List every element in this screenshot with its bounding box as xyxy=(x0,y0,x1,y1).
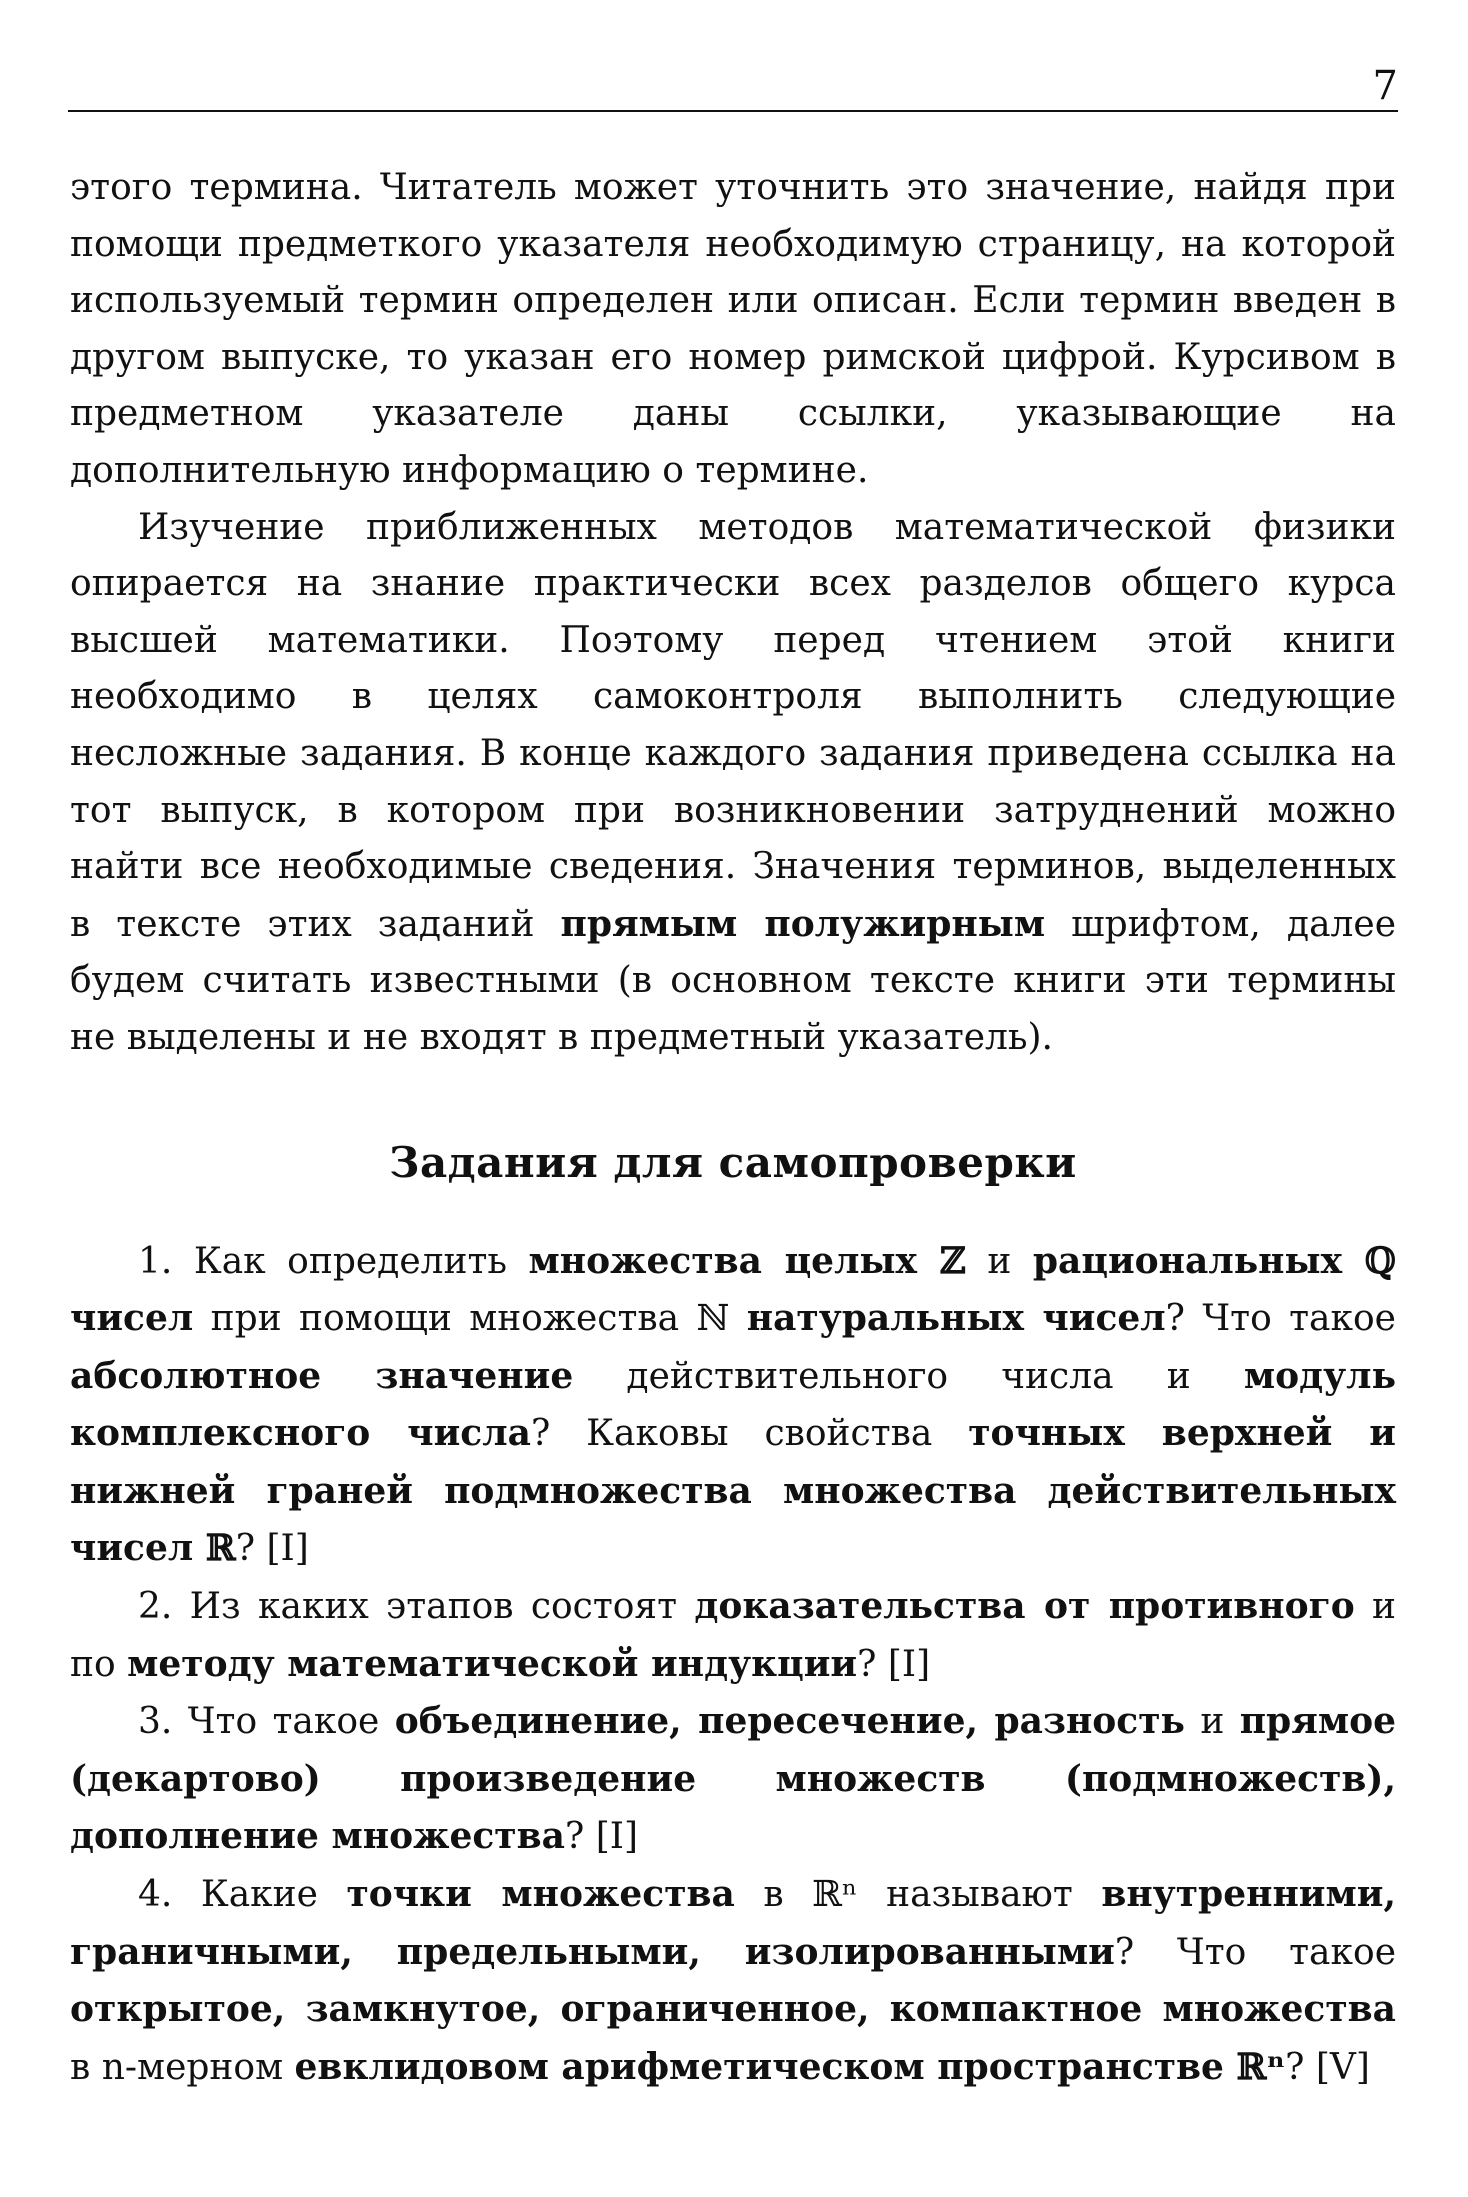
task-1-text-7: ? [I] xyxy=(235,1528,309,1570)
task-2-term-2: методу математической индукции xyxy=(127,1642,858,1685)
section-title: Задания для самопроверки xyxy=(389,1137,1077,1187)
intro-paragraph-2-text-b: шрифтом, далее будем считать известными (в основном тексте книги эти термины не выделены и не входят в предметный указатель). xyxy=(70,903,1397,1058)
task-1-text-3: при помощи множества ℕ xyxy=(193,1298,747,1340)
intro-paragraph-2-text-a: Изучение приближенных методов математической физики опирается на знание практически всех разделов общего курса высшей математики. Поэтому перед чтением этой книги необходимо в целях самоконтроля выполнить следующие несложные задания. В конце каждого задания приведена ссылка на тот выпуск, в котором при возникновении затруднений можно найти все необходимые сведения. Значения терминов, выделенных в тексте этих заданий xyxy=(70,506,1396,945)
intro-paragraph-2-bold: прямым полужирным xyxy=(560,902,1046,945)
task-1-term-4: абсолютное значение xyxy=(70,1354,574,1397)
task-3-term-1: объединение, пересечение, разность xyxy=(394,1700,1185,1743)
task-3-text-3: ? [I] xyxy=(564,1816,639,1858)
task-1-term-6: точных верхней и нижней граней подмножества множества действительных чисел ℝ xyxy=(70,1412,1396,1570)
task-3-term-2: прямое (декартово) произведение множеств (подмножеств), дополнение множества xyxy=(70,1700,1397,1858)
task-4-text-3: ? Что такое xyxy=(1114,1931,1396,1973)
task-4-text-1: 4. Какие xyxy=(138,1874,347,1916)
task-4-term-3: открытое, замкнутое, ограниченное, компактное множества xyxy=(70,1988,1396,2031)
page-header xyxy=(68,62,1398,112)
task-1-text-1: 1. Как определить xyxy=(138,1240,529,1282)
task-2-text-3: ? [I] xyxy=(857,1643,931,1685)
intro-paragraph-2 xyxy=(70,500,1396,1067)
page-number: 7 xyxy=(1372,63,1398,109)
task-1-text-6: ? Каковы свойства xyxy=(530,1413,969,1455)
task-1 xyxy=(70,1233,1396,1579)
task-4-text-4: в n-мерном xyxy=(70,2046,295,2088)
task-3-text-2: и xyxy=(1184,1701,1240,1743)
task-4-term-1: точки множества xyxy=(346,1873,735,1916)
task-4-term-2: внутренними, граничными, предельными, изолированными xyxy=(70,1873,1397,1973)
task-1-term-5: модуль комплексного числа xyxy=(70,1354,1396,1455)
task-1-text-2: и xyxy=(965,1240,1033,1282)
page-body xyxy=(70,160,1396,2096)
task-4-text-5: ? [V] xyxy=(1285,2046,1370,2088)
task-2-text-2: и по xyxy=(70,1586,1397,1685)
task-4-text-2: в ℝⁿ называют xyxy=(734,1874,1102,1916)
task-1-term-1: множества целых ℤ xyxy=(528,1239,966,1282)
header-rule xyxy=(68,110,1398,112)
task-1-term-3: натуральных чисел xyxy=(746,1297,1166,1340)
task-3 xyxy=(70,1693,1396,1866)
task-4-term-4: евклидовом арифметическом пространстве ℝⁿ xyxy=(294,2045,1286,2088)
task-1-text-4: ? Что такое xyxy=(1165,1298,1396,1340)
task-2-term-1: доказательства от противного xyxy=(694,1585,1355,1628)
task-2 xyxy=(70,1578,1396,1693)
task-3-text-1: 3. Что такое xyxy=(138,1701,395,1743)
intro-paragraph-1: этого термина. Читатель может уточнить это значение, найдя при помощи предметкого указателя необходимую страницу, на которой используемый термин определен или описан. Если термин введен в другом выпуске, то указан его номер римской цифрой. Курсивом в предметном указателе даны ссылки, указывающие на дополнительную информацию о термине. xyxy=(70,167,1396,491)
task-4 xyxy=(70,1866,1396,2096)
task-1-text-5: действительного числа и xyxy=(573,1355,1244,1397)
task-1-term-2: рациональных ℚ чисел xyxy=(70,1239,1397,1340)
task-2-text-1: 2. Из каких этапов состоят xyxy=(138,1586,695,1628)
